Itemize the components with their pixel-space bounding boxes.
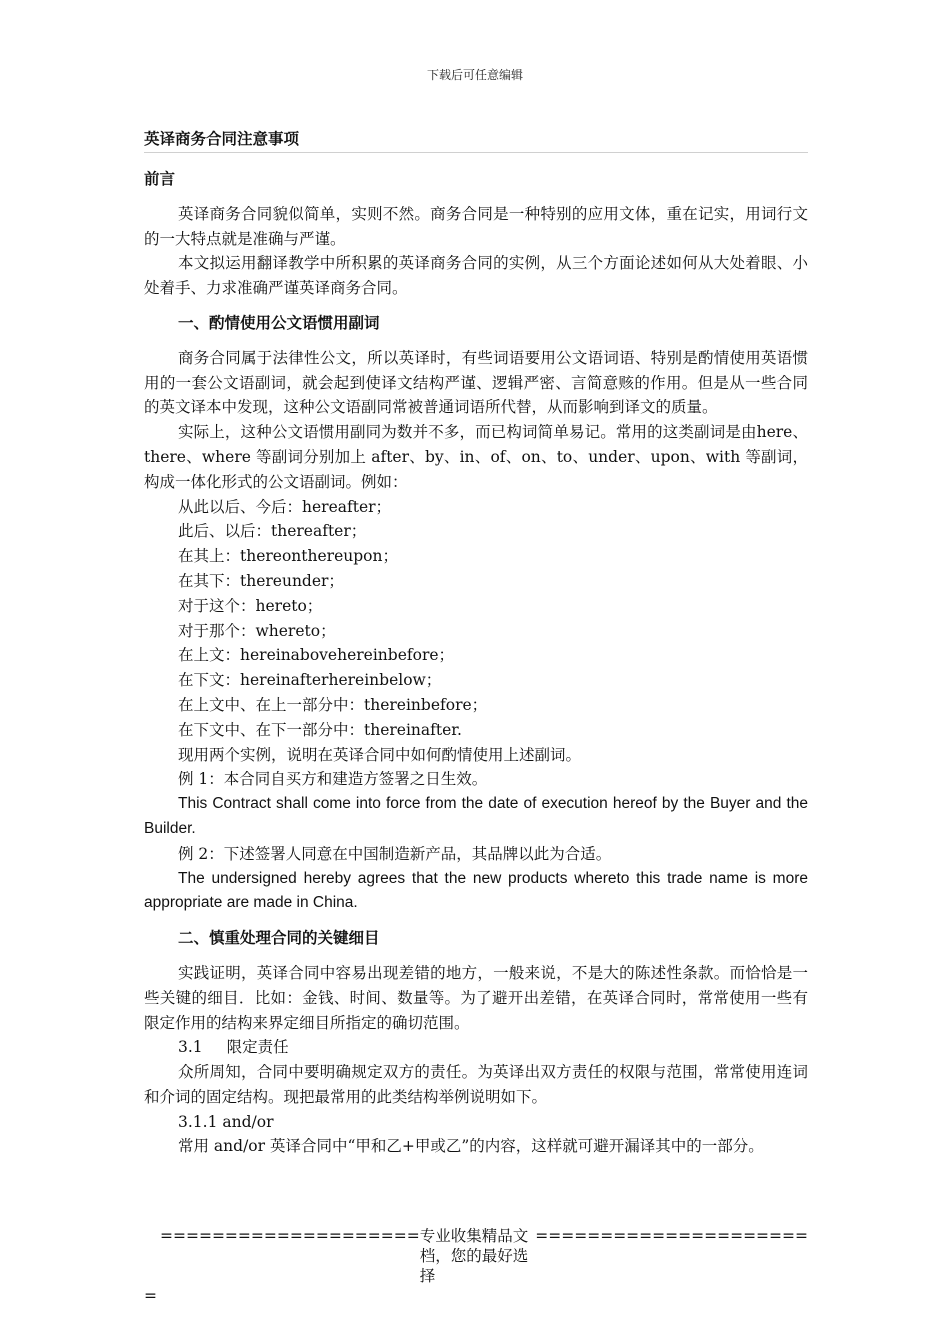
footer-tail: = <box>144 1287 157 1305</box>
header-note: 下载后可任意编辑 <box>426 68 523 82</box>
footer-text: 专业收集精品文档，您的最好选择 <box>419 1227 529 1285</box>
adverb-item: 在上文中、在上一部分中：thereinbefore； <box>178 695 488 714</box>
adverb-item: 对于那个：whereto； <box>178 621 336 640</box>
preface-paragraph-2: 本文拟运用翻译教学中所积累的英译商务合同的实例，从三个方面论述如何从大处着眼、小处着手、力求准确严谨英译商务合同。 <box>144 254 808 298</box>
preface-heading: 前言 <box>144 169 176 188</box>
subsection-3-1 <box>144 1035 808 1060</box>
adverb-item: 从此以后、今后：hereafter； <box>178 497 392 516</box>
section1-heading: 一、酌情使用公文语惯用副词 <box>178 312 380 332</box>
document-title: 英译商务合同注意事项 <box>144 128 808 153</box>
example-2-chinese: 例 2：下述签署人同意在中国制造新产品，其品牌以此为合适。 <box>178 844 612 863</box>
example-2-english: The undersigned hereby agrees that the new products whereto this trade name is more appropriate are made in China. <box>144 869 808 912</box>
section2-heading: 二、慎重处理合同的关键细目 <box>178 928 380 948</box>
subsection-3-1-number: 3.1 <box>178 1038 203 1057</box>
adverb-item: 在下文中、在下一部分中：thereinafter. <box>178 720 462 739</box>
section2-paragraph-3: 常用 and/or 英译合同中“甲和乙+甲或乙”的内容，这样就可避开漏译其中的一部分。 <box>178 1137 764 1156</box>
footer-left-rule: ==================== <box>160 1227 420 1245</box>
adverb-item: 在其下：thereunder； <box>178 571 344 590</box>
example-1-chinese: 例 1：本合同自买方和建造方签署之日生效。 <box>178 770 488 789</box>
footer-banner <box>144 1226 808 1306</box>
section1-paragraph-3: 现用两个实例，说明在英译合同中如何酌情使用上述副词。 <box>178 745 582 764</box>
example-1-english: This Contract shall come into force from the date of execution hereof by the Buyer and the Builder. <box>144 795 808 837</box>
footer-right-rule: ===================== <box>535 1227 808 1245</box>
adverb-item: 此后、以后：thereafter； <box>178 522 367 541</box>
subsection-3-1-1: 3.1.1 and/or <box>178 1112 274 1131</box>
document-body <box>144 128 808 1159</box>
preface-paragraph-1: 英译商务合同貌似简单，实则不然。商务合同是一种特别的应用文体，重在记实，用词行文的一大特点就是准确与严谨。 <box>144 204 808 248</box>
adverb-item: 对于这个：hereto； <box>178 596 323 615</box>
adverb-item: 在上文：hereinabovehereinbefore； <box>178 646 455 665</box>
adverb-item: 在下文：hereinafterhereinbelow； <box>178 671 442 690</box>
subsection-3-1-label: 限定责任 <box>226 1038 289 1057</box>
adverb-item: 在其上：thereonthereupon； <box>178 547 398 566</box>
section1-paragraph-2: 实际上，这种公文语惯用副同为数并不多，而已构词简单易记。常用的这类副词是由here、there、where 等副词分别加上 after、by、in、of、on、to、under、upon、with 等副词，构成一体化形式的公文语副词。例如： <box>144 423 808 491</box>
section1-paragraph-1: 商务合同属于法律性公文，所以英译时，有些词语要用公文语词语、特别是酌情使用英语惯用的一套公文语副词，就会起到使译文结构严谨、逻辑严密、言简意赅的作用。但是从一些合同的英文译本中发现，这种公文语副同常被普通词语所代替，从而影响到译文的质量。 <box>144 348 808 417</box>
section2-paragraph-1: 实践证明，英译合同中容易出现差错的地方，一般来说，不是大的陈述性条款。而恰恰是一些关键的细目．比如：金钱、时间、数量等。为了避开出差错，在英译合同时，常常使用一些有限定作用的结构来界定细目所指定的确切范围。 <box>144 963 808 1032</box>
section2-paragraph-2: 众所周知，合同中要明确规定双方的责任。为英译出双方责任的权限与范围，常常使用连词和介词的固定结构。现把最常用的此类结构举例说明如下。 <box>144 1063 808 1106</box>
